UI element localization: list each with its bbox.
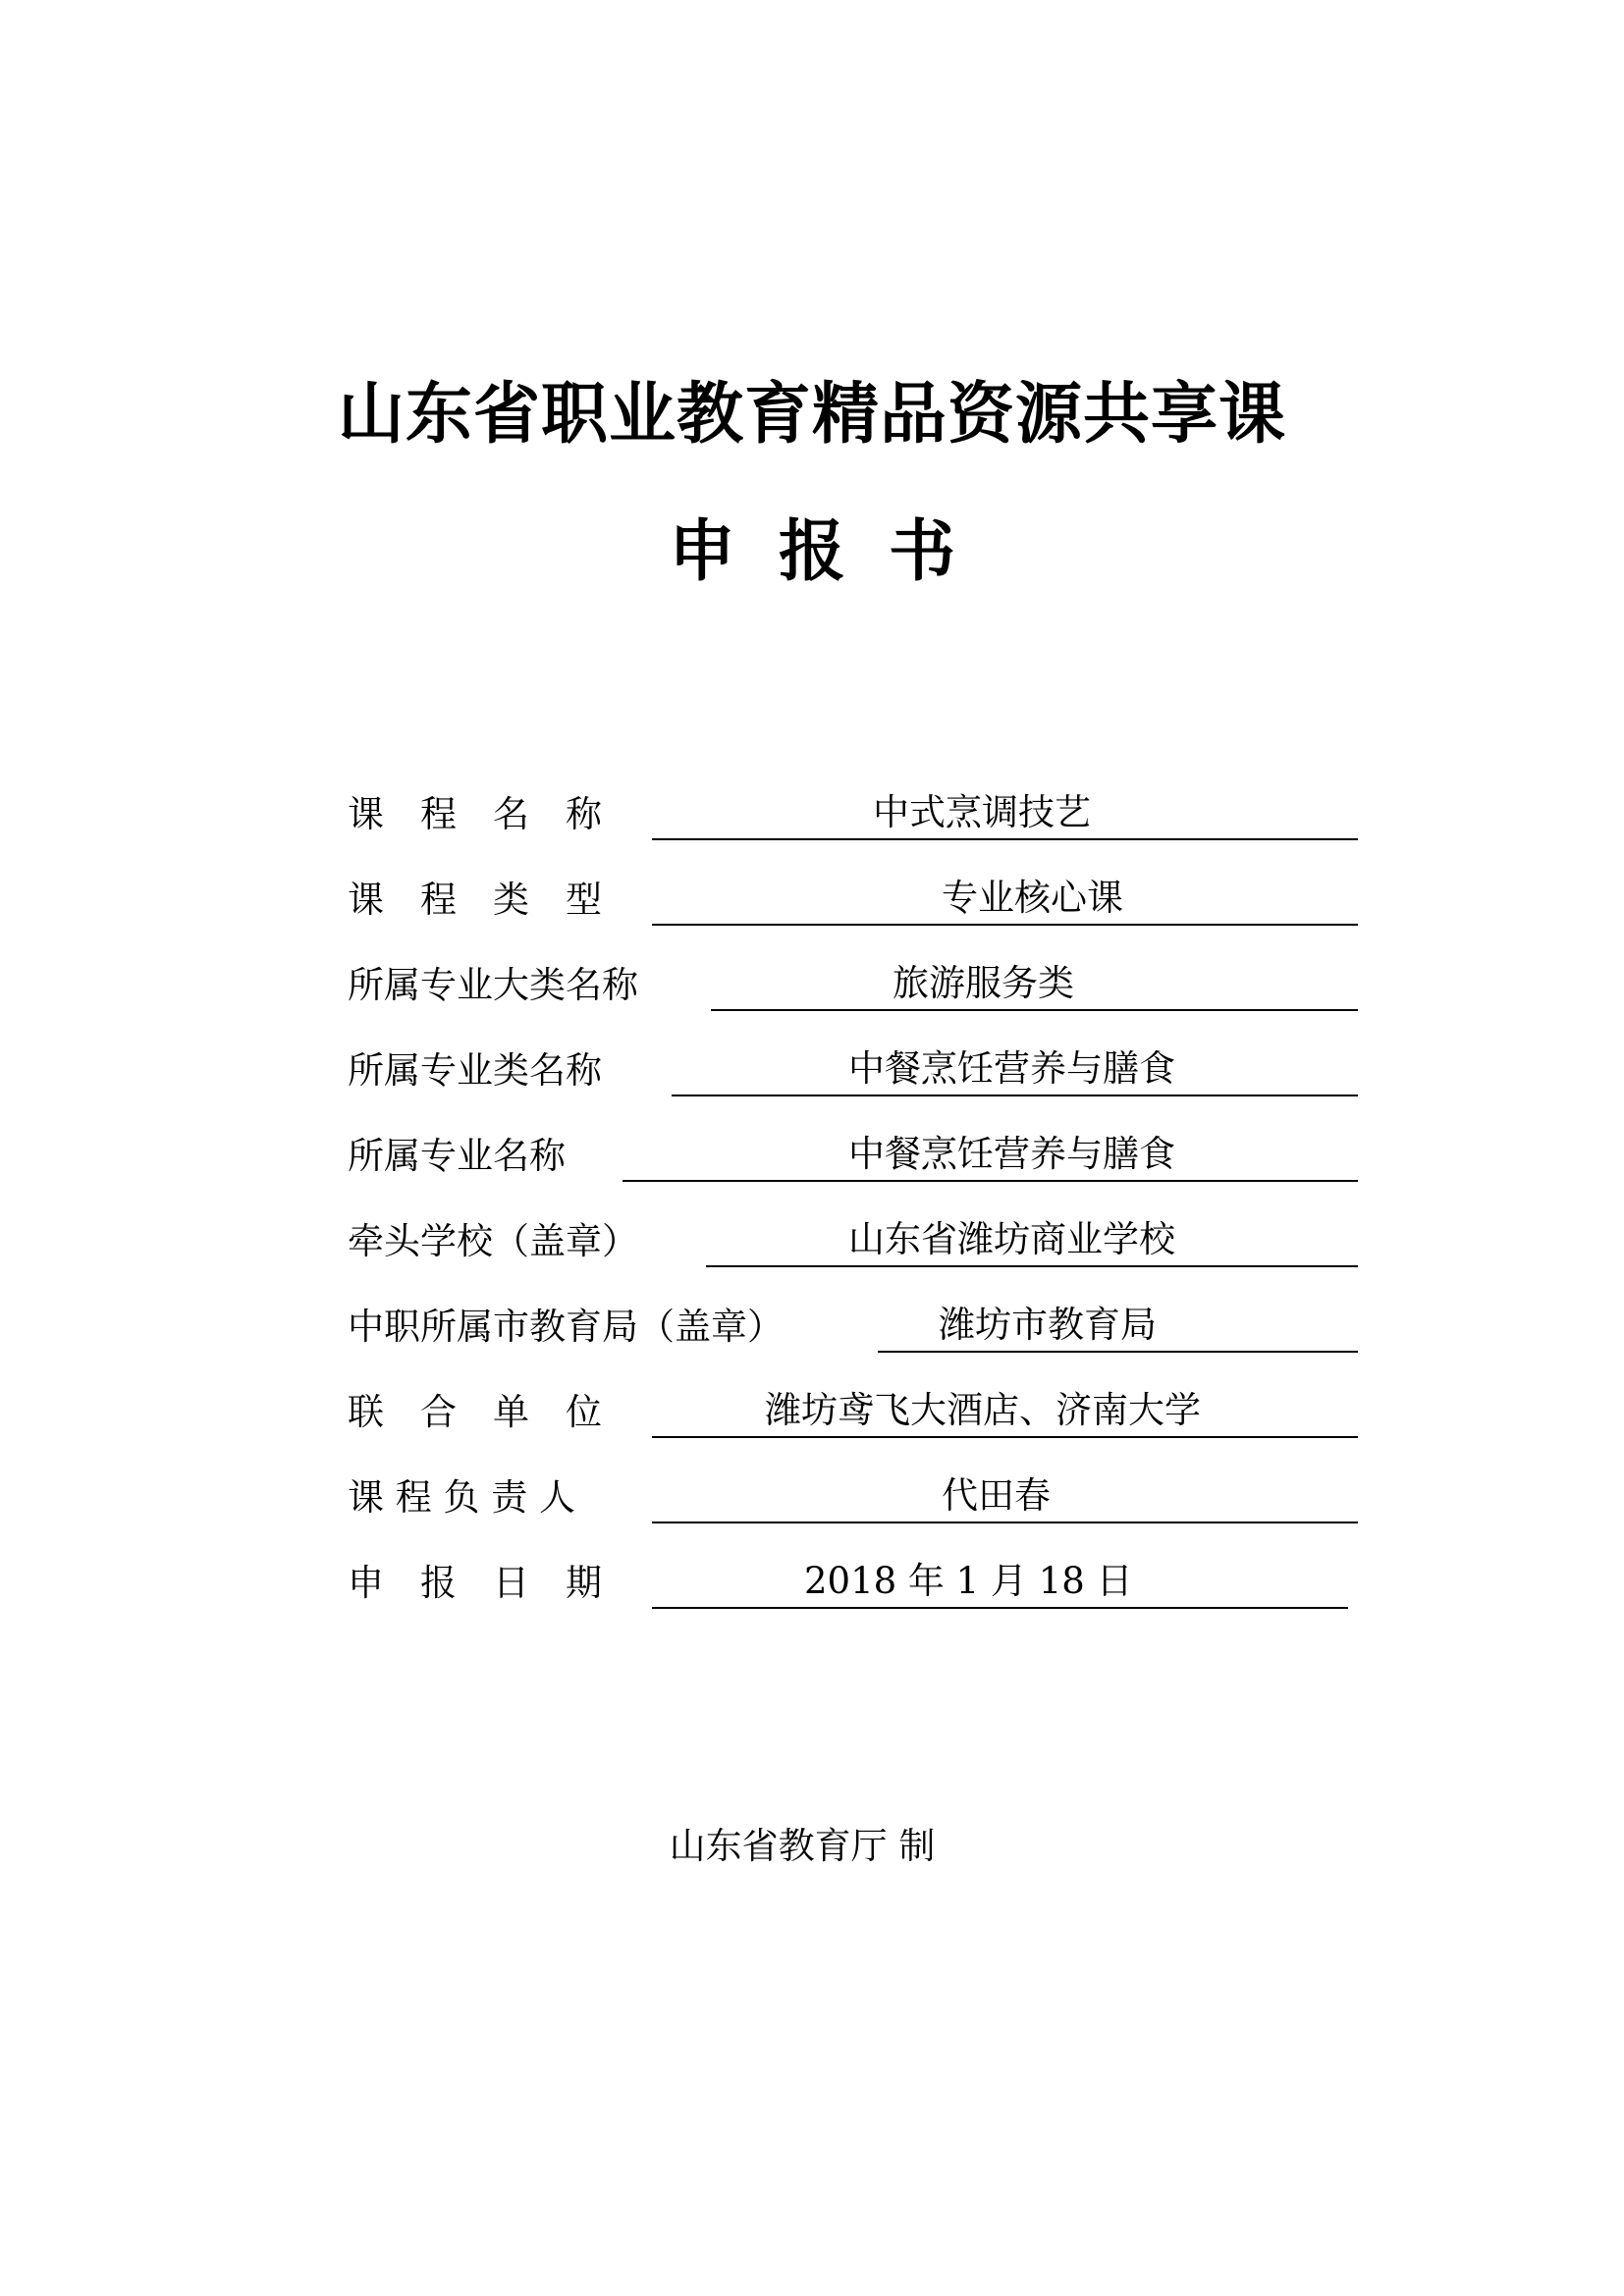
field-row-application-date [348, 1554, 1348, 1609]
field-label: 课 程 名 称 [348, 793, 602, 835]
field-value-line [672, 1040, 1358, 1096]
field-value-line [652, 1467, 1358, 1523]
application-date-value: 2018 年 1 月 18 日 [804, 1560, 1133, 1602]
field-label: 所属专业大类名称 [348, 964, 638, 1006]
document-title: 山东省职业教育精品资源共享课 [337, 375, 1286, 454]
issuer-footer: 山东省教育厅 制 [669, 1825, 936, 1867]
partner-units-value: 潍坊鸢飞大酒店、济南大学 [765, 1389, 1201, 1431]
field-row-education-bureau [348, 1298, 1358, 1353]
field-label: 中职所属市教育局（盖章） [348, 1306, 784, 1348]
field-label: 课 程 负 责 人 [348, 1476, 576, 1519]
field-value-line [878, 1296, 1358, 1353]
field-label: 牵头学校（盖章） [348, 1220, 638, 1262]
field-label: 所属专业类名称 [348, 1049, 602, 1092]
lead-school-value: 山东省潍坊商业学校 [848, 1218, 1175, 1260]
field-row-major-name [348, 1127, 1358, 1182]
field-label: 联 合 单 位 [348, 1391, 602, 1433]
field-value-line [652, 1552, 1348, 1609]
field-value-line [652, 1381, 1358, 1438]
document-subtitle: 申报书 [668, 512, 999, 591]
education-bureau-value: 潍坊市教育局 [939, 1304, 1157, 1346]
major-class-value: 中餐烹饪营养与膳食 [848, 1047, 1175, 1090]
field-value-line [623, 1125, 1358, 1182]
field-row-course-leader [348, 1468, 1358, 1523]
field-label: 课 程 类 型 [348, 879, 602, 921]
course-type-value: 专业核心课 [942, 877, 1123, 919]
major-category-value: 旅游服务类 [893, 962, 1074, 1004]
field-label: 所属专业名称 [348, 1135, 566, 1177]
field-row-course-type [348, 871, 1358, 926]
field-value-line [711, 954, 1358, 1011]
field-label: 申 报 日 期 [348, 1562, 602, 1604]
field-row-course-name [348, 785, 1358, 840]
field-value-line [706, 1210, 1358, 1267]
field-value-line [652, 869, 1358, 926]
field-row-major-category [348, 956, 1358, 1011]
field-value-line [652, 783, 1358, 840]
course-leader-value: 代田春 [942, 1474, 1051, 1517]
field-row-major-class [348, 1041, 1358, 1096]
major-name-value: 中餐烹饪营养与膳食 [848, 1133, 1175, 1175]
field-row-partner-units [348, 1383, 1358, 1438]
course-name-value: 中式烹调技艺 [873, 791, 1091, 833]
field-row-lead-school [348, 1212, 1358, 1267]
